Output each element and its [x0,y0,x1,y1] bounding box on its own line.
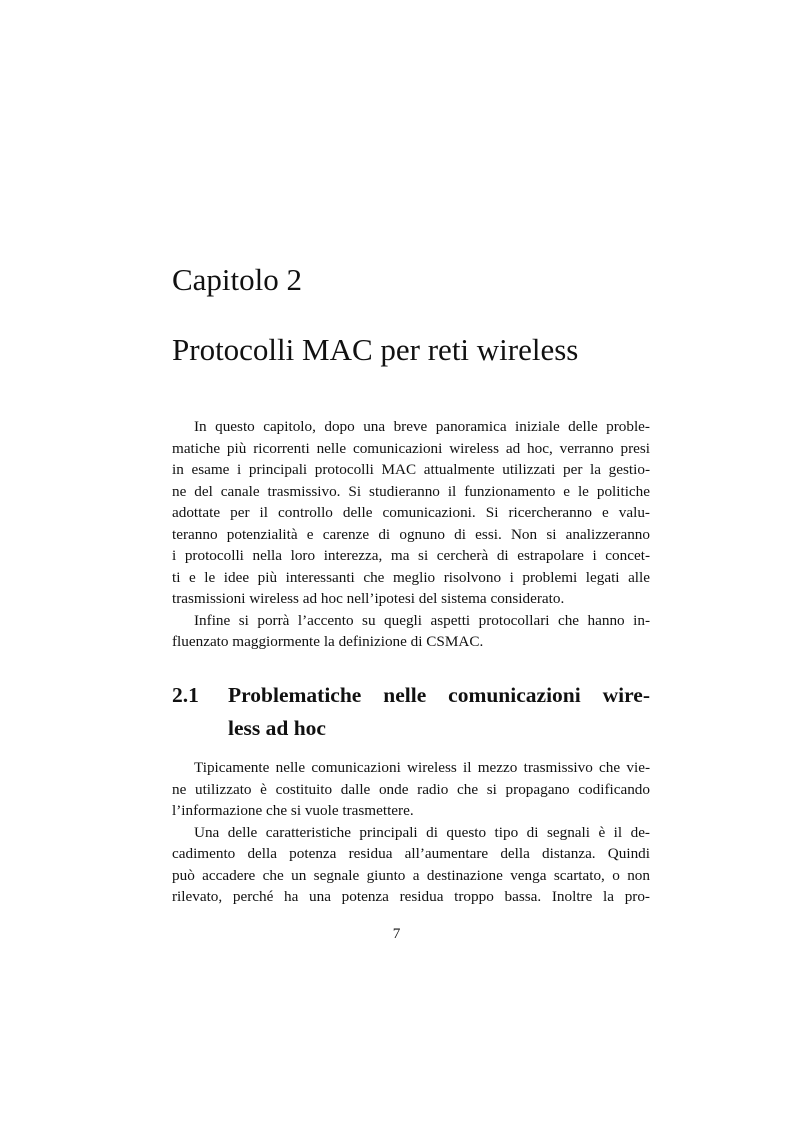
section-title-line-1: Problematiche nelle comunicazioni wire- [228,683,650,707]
text-line: Una delle caratteristiche principali di questo tipo di segnali è il de- [194,823,650,841]
text-line: fluenzato maggiormente la definizione di CSMAC. [172,633,484,650]
text-line: i protocolli nella loro interezza, ma si cercherà di estrapolare i concet- [172,547,650,564]
chapter-label: Capitolo 2 [172,262,303,297]
page-number: 7 [392,925,401,942]
text-line: ti e le idee più interessanti che meglio risolvono i problemi legati alle [172,568,650,586]
text-line: cadimento della potenza residua all’aumentare della distanza. Quindi [172,845,650,862]
section-title-line-2: less ad hoc [228,716,326,740]
text-line: rilevato, perché ha una potenza residua troppo bassa. Inoltre la pro- [172,888,650,905]
text-line: teranno potenzialità e carenze di ognuno di essi. Non si analizzeranno [172,525,650,543]
section-paragraph-1 [172,757,650,822]
chapter-title: Protocolli MAC per reti wireless [172,332,579,367]
text-line: ne del canale trasmissivo. Si studieranno il funzionamento e le politiche [172,482,650,500]
intro-paragraph-2 [172,610,650,653]
text-line: trasmissioni wireless ad hoc nell’ipotesi del sistema considerato. [172,590,565,607]
text-line: adottate per il controllo delle comunicazioni. Si ricercheranno e valu- [172,504,650,521]
intro-text [172,416,650,653]
text-line: ne utilizzato è costituito dalle onde radio che si propagano codificando [172,780,650,798]
intro-paragraph-1 [172,416,650,610]
section-number: 2.1 [172,683,199,707]
section-text [172,757,650,908]
section-paragraph-2 [172,822,650,908]
text-line: matiche più ricorrenti nelle comunicazioni wireless ad hoc, verranno presi [172,439,650,457]
text-line: l’informazione che si vuole trasmettere. [172,802,414,819]
text-line: In questo capitolo, dopo una breve panoramica iniziale delle proble- [194,418,650,435]
text-line: Tipicamente nelle comunicazioni wireless il mezzo trasmissivo che vie- [194,759,650,776]
text-line: può accadere che un segnale giunto a destinazione venga scartato, o non [172,866,650,884]
section-heading [172,679,650,745]
text-line: Infine si porrà l’accento su quegli aspetti protocollari che hanno in- [194,611,650,629]
text-line: in esame i principali protocolli MAC attualmente utilizzati per la gestio- [172,461,650,478]
